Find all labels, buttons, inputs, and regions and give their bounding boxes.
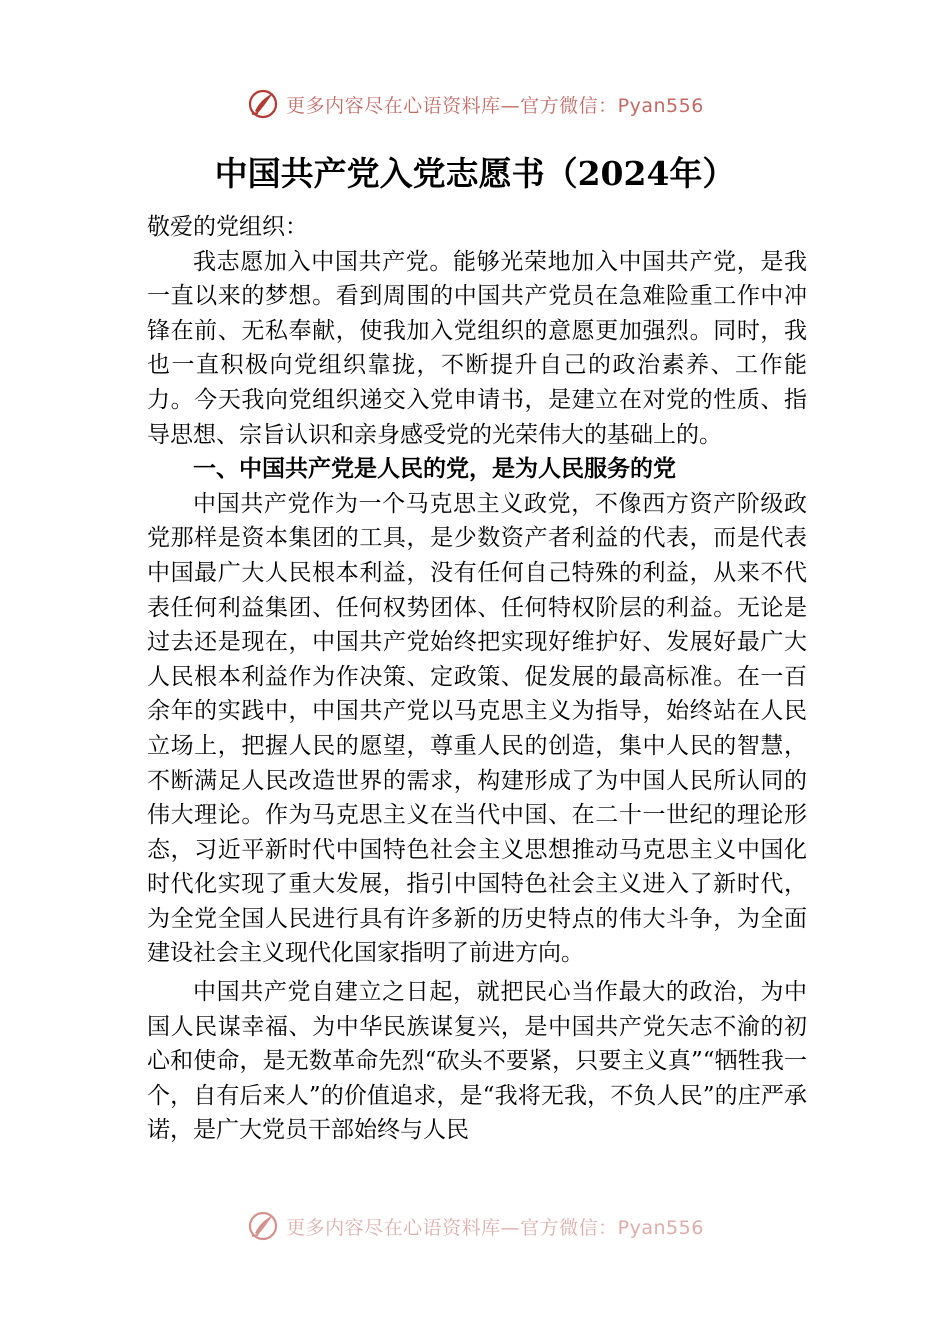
document-title: 中国共产党入党志愿书（2024年） <box>214 154 736 193</box>
paragraph-people-heart: 中国共产党自建立之日起，就把民心当作最大的政治，为中国人民谋幸福、为中华民族谋复兴，是中国共产党矢志不渝的初心和使命，是无数革命先烈“砍头不要紧，只要主义真”“牺牲我一个，自有后来人”的价值追求，是“我将无我，不负人民”的庄严承诺，是广大党员干部始终与人民 <box>147 979 807 1144</box>
watermark-text: 更多内容尽在心语资料库—官方微信：Pyan556 <box>286 94 704 117</box>
paragraph-party-nature: 中国共产党作为一个马克思主义政党，不像西方资产阶级政党那样是资本集团的工具，是少数资产者利益的代表，而是代表中国最广大人民根本利益，没有任何自己特殊的利益，从来不代表任何利益集团、任何权势团体、任何特权阶层的利益。无论是过去还是现在，中国共产党始终把实现好维护好、发展好最广大人民根本利益作为作决策、定政策、促发展的最高标准。在一百余年的实践中，中国共产党以马克思主义为指导，始终站在人民立场上，把握人民的愿望，尊重人民的创造，集中人民的智慧，不断满足人民改造世界的需求，构建形成了为中国人民所认同的伟大理论。作为马克思主义在当代中国、在二十一世纪的理论形态，习近平新时代中国特色社会主义思想推动马克思主义中国化时代化实现了重大发展，指引中国特色社会主义进入了新时代，为全党全国人民进行具有许多新的历史特点的伟大斗争，为全面建设社会主义现代化国家指明了前进方向。 <box>147 490 807 967</box>
document-body <box>147 210 807 1148</box>
paragraph-intro: 我志愿加入中国共产党。能够光荣地加入中国共产党，是我一直以来的梦想。看到周围的中国共产党员在急难险重工作中冲锋在前、无私奉献，使我加入党组织的意愿更加强烈。同时，我也一直积极向党组织靠拢，不断提升自己的政治素养、工作能力。今天我向党组织递交入党申请书，是建立在对党的性质、指导思想、宗旨认识和亲身感受党的光荣伟大的基础上的。 <box>147 248 807 448</box>
salutation: 敬爱的党组织： <box>147 214 308 240</box>
section-heading-1: 一、中国共产党是人民的党，是为人民服务的党 <box>193 456 676 483</box>
brush-logo-icon <box>246 1209 280 1243</box>
watermark-text: 更多内容尽在心语资料库—官方微信：Pyan556 <box>286 1216 704 1239</box>
watermark-header <box>0 84 950 124</box>
watermark-footer <box>0 1206 950 1246</box>
brush-logo-icon <box>246 87 280 121</box>
